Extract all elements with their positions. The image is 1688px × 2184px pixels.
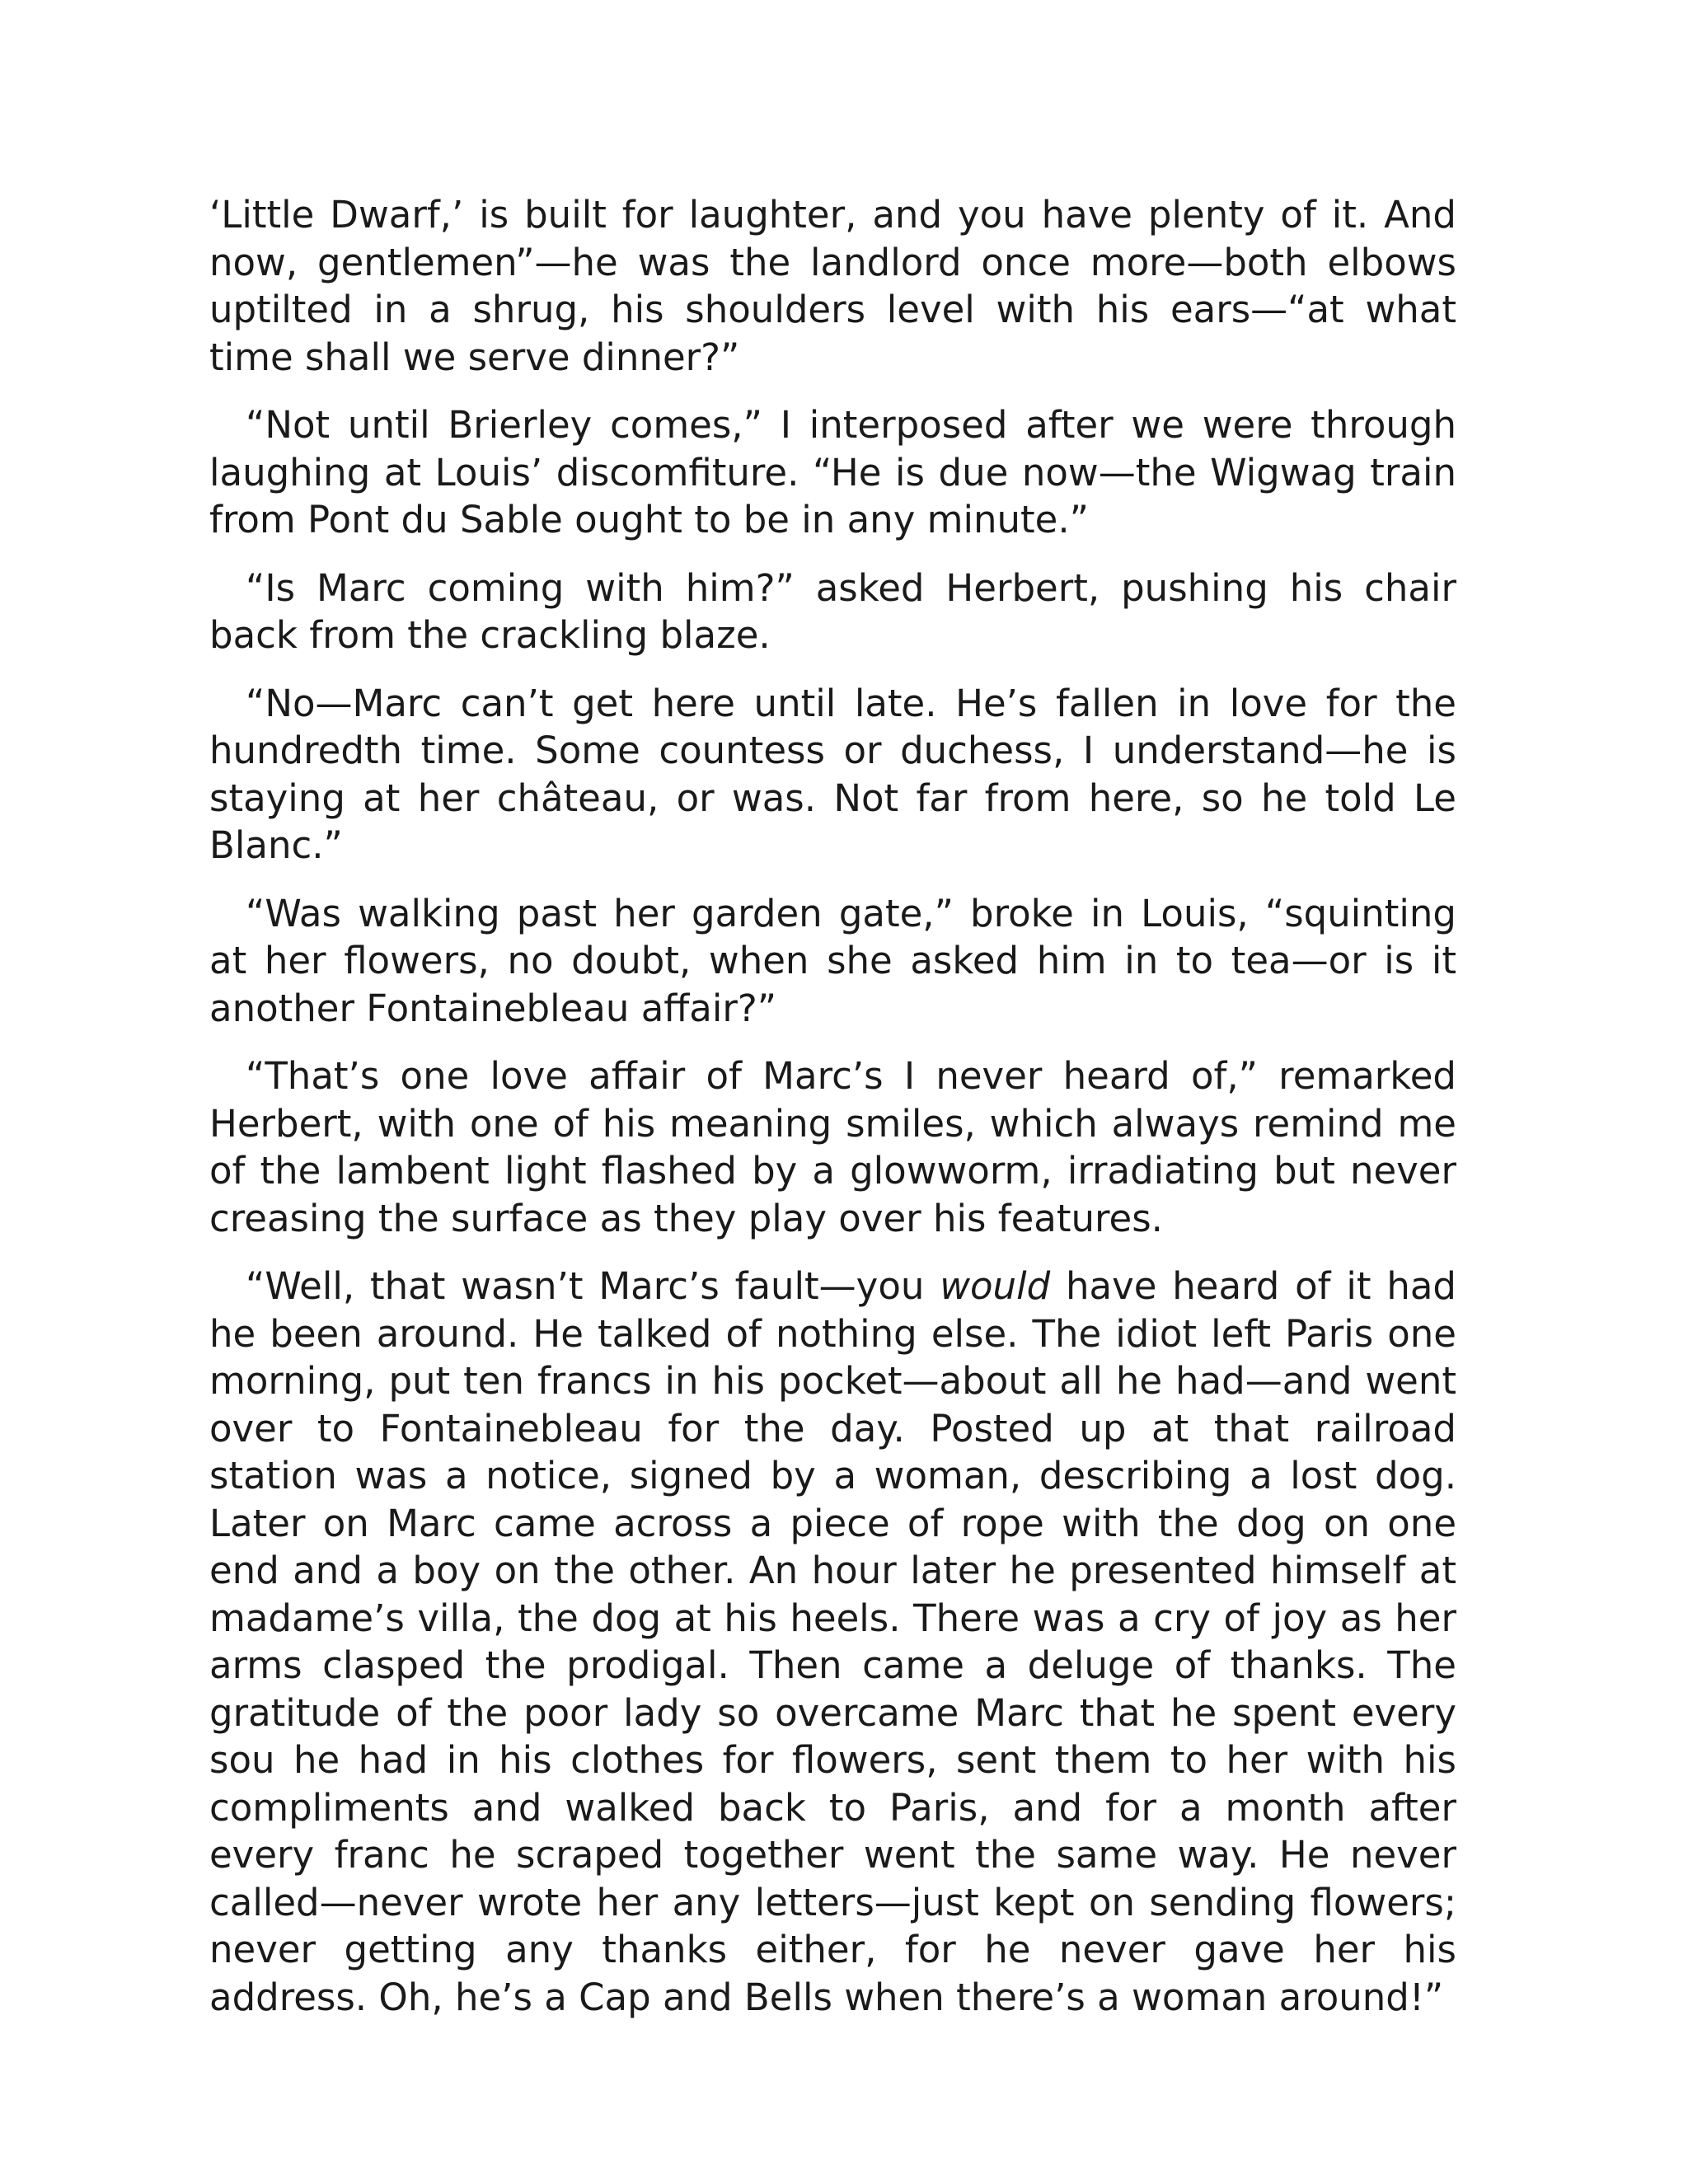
paragraph-text: “Well, that wasn’t Marc’s fault—you (246, 1264, 940, 1308)
paragraph-text: “Not until Brierley comes,” I interposed after we were through laughing at Louis’ discomfiture. “He is due now—the Wigwag train from Pont du Sable ought to be in any minute.” (209, 403, 1456, 541)
emphasized-text: would (940, 1264, 1051, 1308)
paragraph-text: “Was walking past her garden gate,” broke in Louis, “squinting at her flowers, no doubt, when she asked him in to tea—or is it another Fontainebleau affair?” (209, 891, 1456, 1030)
book-page (209, 191, 1456, 2041)
paragraph (209, 680, 1456, 869)
paragraph-text: “Is Marc coming with him?” asked Herbert, pushing his chair back from the crackling blaze. (209, 565, 1456, 657)
paragraph-text: have heard of it had he been around. He talked of nothing else. The idiot left Paris one morning, put ten francs in his pocket—about all he had—and went over to Fontainebleau for the day. Posted up at that railroad station was a notice, signed by a woman, describing a lost dog. Later on Marc came across a piece of rope with the dog on one end and a boy on the other. An hour later he presented himself at madame’s villa, the dog at his heels. There was a cry of joy as her arms clasped the prodigal. Then came a deluge of thanks. The gratitude of the poor lady so overcame Marc that he spent every sou he had in his clothes for flowers, sent them to her with his compliments and walked back to Paris, and for a month after every franc he scraped together went the same way. He never called—never wrote her any letters—just kept on sending flowers; never getting any thanks either, for he never gave her his address. Oh, he’s a Cap and Bells when there’s a woman around!” (209, 1264, 1456, 2019)
paragraph (209, 890, 1456, 1033)
paragraph-text: “That’s one love affair of Marc’s I never heard of,” remarked Herbert, with one of his meaning smiles, which always remind me of the lambent light flashed by a glowworm, irradiating but never creasing the surface as they play over his features. (209, 1054, 1456, 1240)
paragraph-text: “No—Marc can’t get here until late. He’s fallen in love for the hundredth time. Some countess or duchess, I understand—he is staying at her château, or was. Not far from here, so he told Le Blanc.” (209, 681, 1456, 867)
paragraph-text: ‘Little Dwarf,’ is built for laughter, and you have plenty of it. And now, gentlemen”—he was the landlord once more—both elbows uptilted in a shrug, his shoulders level with his ears—“at what time shall we serve dinner?” (209, 193, 1456, 379)
paragraph (209, 1263, 1456, 2021)
paragraph (209, 401, 1456, 544)
paragraph (209, 565, 1456, 659)
paragraph (209, 191, 1456, 381)
paragraph (209, 1052, 1456, 1242)
